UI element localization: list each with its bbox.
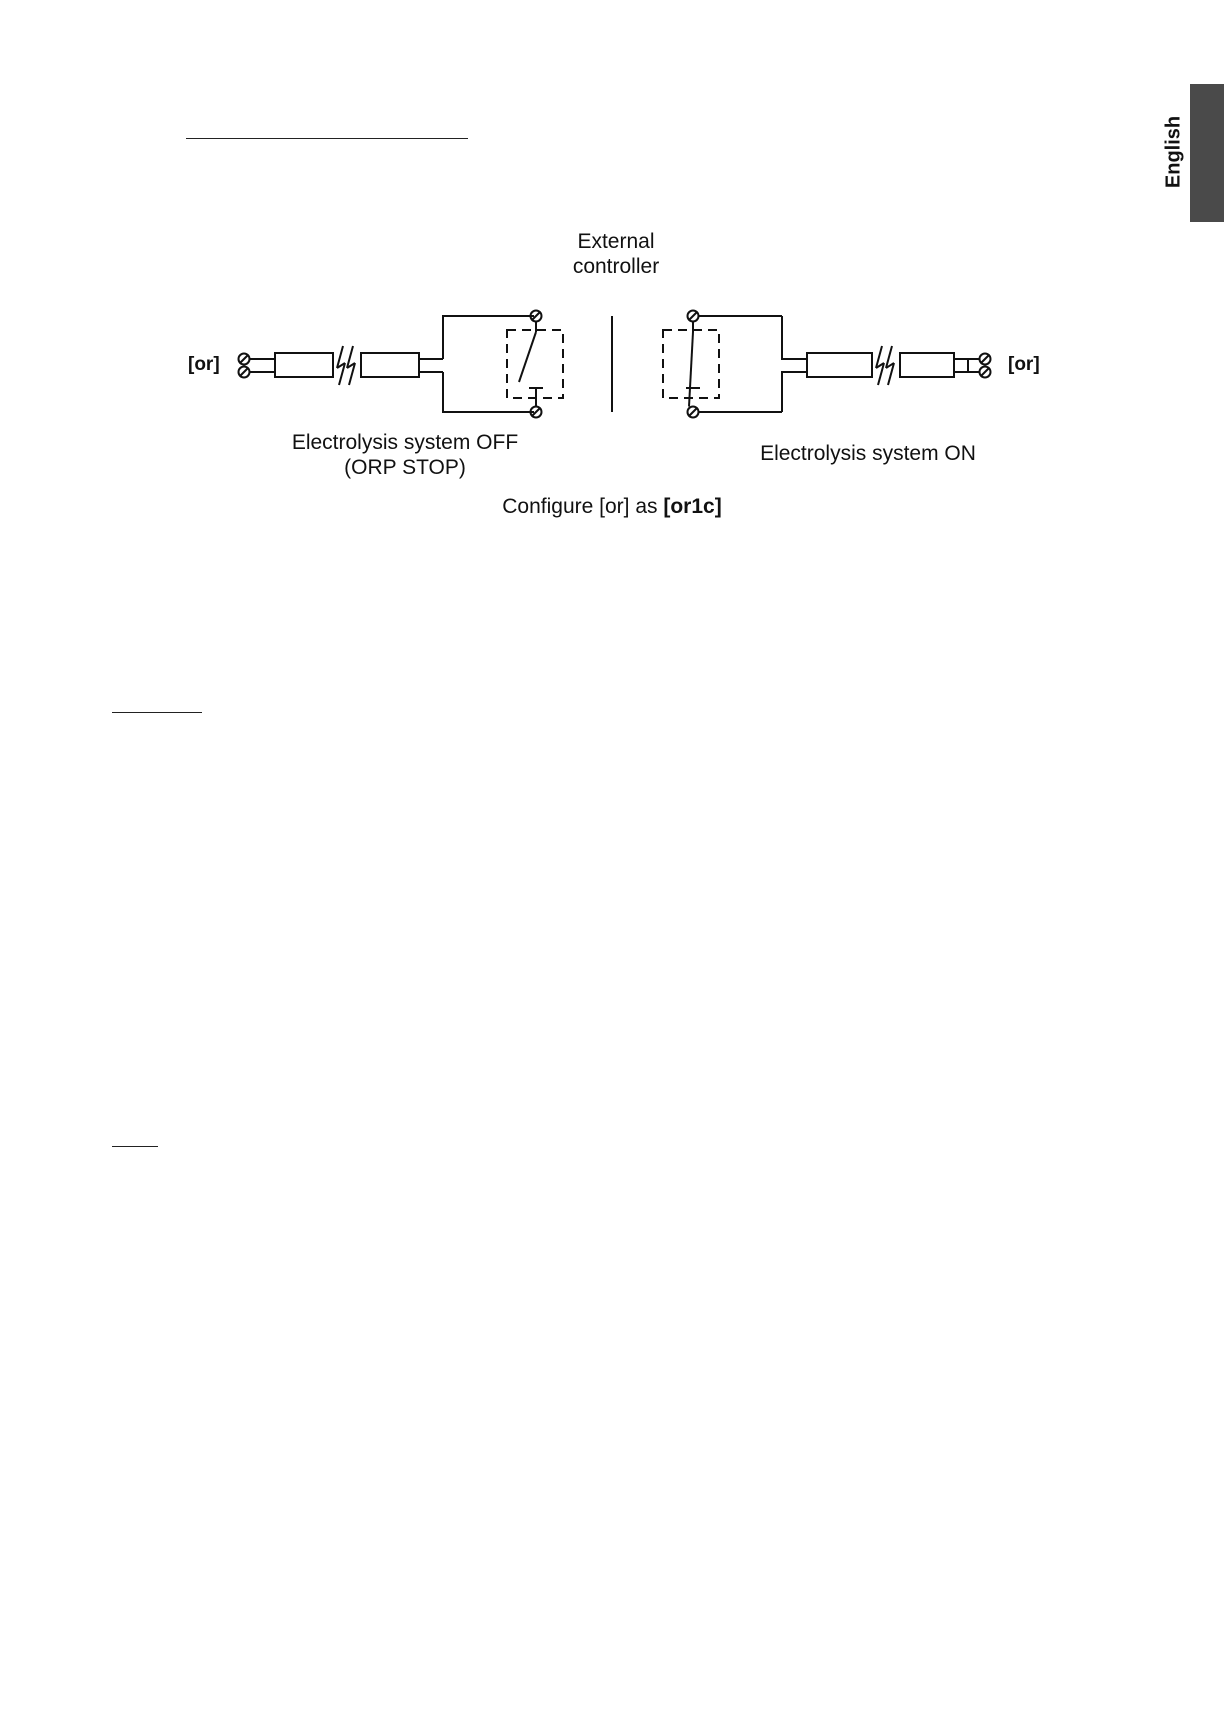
configure-instruction <box>502 495 721 518</box>
left-terminal-label: [or] <box>188 354 220 375</box>
configure-prefix: Configure [or] as <box>502 495 664 518</box>
left-wiring <box>239 311 564 418</box>
left-caption-line2: (ORP STOP) <box>344 456 466 479</box>
diagram-title-line2: controller <box>572 255 660 278</box>
left-caption-line1: Electrolysis system OFF <box>291 431 519 454</box>
configure-value: [or1c] <box>663 495 722 518</box>
diagram-title-line1: External <box>577 230 655 253</box>
right-caption: Electrolysis system ON <box>760 442 976 465</box>
right-terminal-label: [or] <box>1008 354 1040 375</box>
right-wiring <box>663 311 991 418</box>
language-text: English <box>1162 115 1185 189</box>
